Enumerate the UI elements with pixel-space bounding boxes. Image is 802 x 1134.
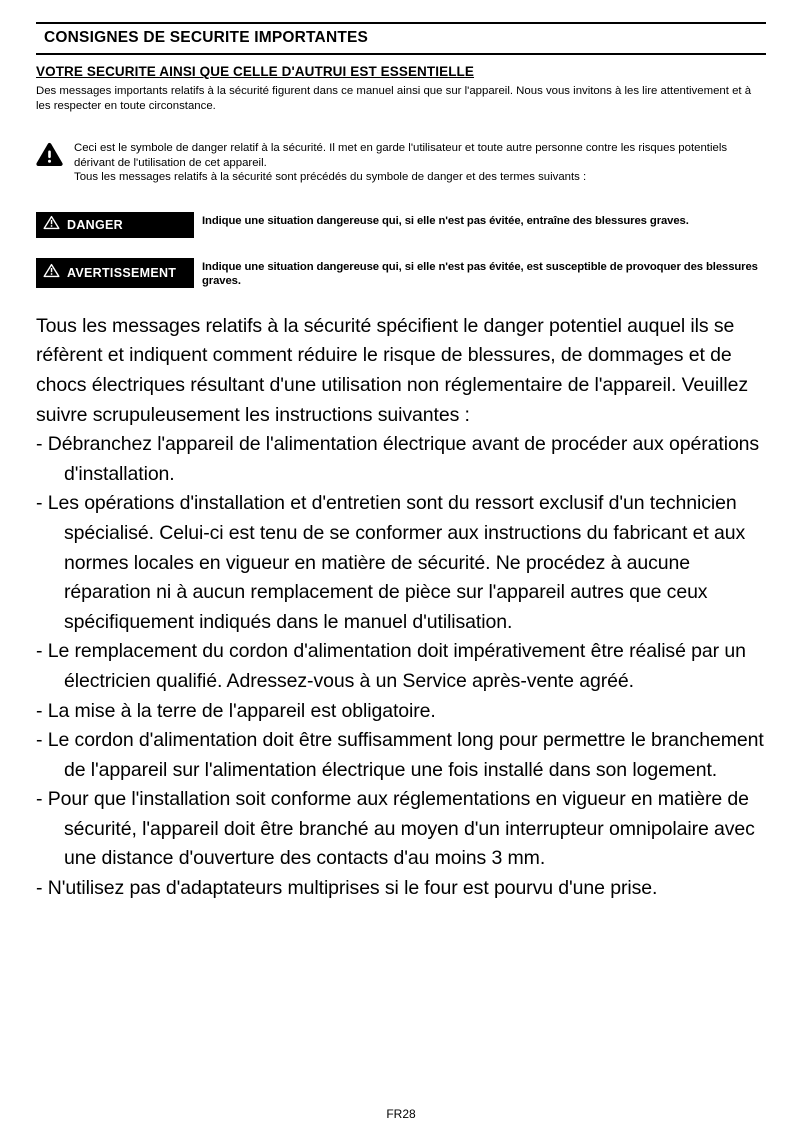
safety-rule-text: Le remplacement du cordon d'alimentation doit impérativement être réalisé par un électricien qualifié. Adressez-vous à un Service après-vente agréé. [47,640,746,692]
list-bullet: - [36,492,43,515]
list-bullet: - [36,640,43,663]
safety-rule-text: Le cordon d'alimentation doit être suffisamment long pour permettre le branchement de l'appareil sur l'alimentation électrique une fois installé dans son logement. [47,729,764,781]
warning-signal-box [36,258,194,288]
warning-triangle-icon [43,215,60,235]
safety-rule-text: La mise à la terre de l'appareil est obligatoire. [47,699,436,722]
safety-lead-paragraph: Tous les messages relatifs à la sécurité spécifient le danger potentiel auquel ils se réfèrent et indiquent comment réduire le risque de blessures, de dommages et de chocs électriques résultant d'une utilisation non réglementaire de l'appareil. Veuillez suivre scrupuleusement les instructions suivantes : [36,314,749,426]
danger-symbol-note [36,141,766,185]
list-bullet: - [36,699,43,722]
safety-rule-text: N'utilisez pas d'adaptateurs multiprises si le four est pourvu d'une prise. [47,877,658,900]
list-bullet: - [36,729,43,752]
page-title: CONSIGNES DE SECURITE IMPORTANTES [44,29,369,46]
safety-rule-item [36,489,766,637]
warning-signal-description: Indique une situation dangereuse qui, si elle n'est pas évitée, est susceptible de provoquer des blessures graves. [202,260,758,287]
warning-triangle-icon [43,263,60,283]
section-banner [36,22,766,55]
safety-rules-list [36,430,766,904]
safety-rule-text: Les opérations d'installation et d'entretien sont du ressort exclusif d'un technicien spécialisé. Celui-ci est tenu de se conformer aux instructions du fabricant et aux normes locales en vigueur en matière de sécurité. Ne procédez à aucune réparation ni à aucun remplacement de pièce sur l'appareil autres que ceux spécifiquement indiqués dans le manuel d'utilisation. [47,492,746,633]
safety-rule-item [36,637,766,696]
danger-symbol-line1: Ceci est le symbole de danger relatif à la sécurité. Il met en garde l'utilisateur et toute autre personne contre les risques potentiels dérivant de l'utilisation de cet appareil. [74,142,728,169]
danger-symbol-line2: Tous les messages relatifs à la sécurité sont précédés du symbole de danger et des termes suivants : [74,171,587,184]
danger-triangle-icon [36,142,63,172]
safety-rule-item [36,697,766,727]
danger-signal-label: DANGER [67,217,123,232]
list-bullet: - [36,433,43,456]
safety-rule-text: Débranchez l'appareil de l'alimentation électrique avant de procéder aux opérations d'installation. [47,433,760,485]
danger-signal-box [36,212,194,238]
safety-rule-item [36,430,766,489]
page-number: FR28 [386,1107,416,1121]
signal-words [36,212,766,288]
safety-rule-text: Pour que l'installation soit conforme aux réglementations en vigueur en matière de sécurité, l'appareil doit être branché au moyen d'un interrupteur omnipolaire avec une distance d'ouverture des contacts d'au moins 3 mm. [47,788,755,870]
safety-body [36,312,766,904]
warning-signal-label: AVERTISSEMENT [67,265,177,280]
list-bullet: - [36,877,43,900]
danger-symbol-text [74,141,766,185]
safety-rule-item [36,726,766,785]
danger-signal-description: Indique une situation dangereuse qui, si elle n'est pas évitée, entraîne des blessures graves. [202,214,689,227]
warning-row [36,258,778,288]
list-bullet: - [36,788,43,811]
safety-rule-item [36,785,766,874]
danger-row [36,212,778,238]
intro-paragraph: Des messages importants relatifs à la sécurité figurent dans ce manuel ainsi que sur l'appareil. Nous vous invitons à les lire attentivement et à les respecter en toute circonstance. [36,85,752,112]
safety-rule-item [36,874,766,904]
section-subtitle: VOTRE SECURITE AINSI QUE CELLE D'AUTRUI EST ESSENTIELLE [36,64,475,79]
